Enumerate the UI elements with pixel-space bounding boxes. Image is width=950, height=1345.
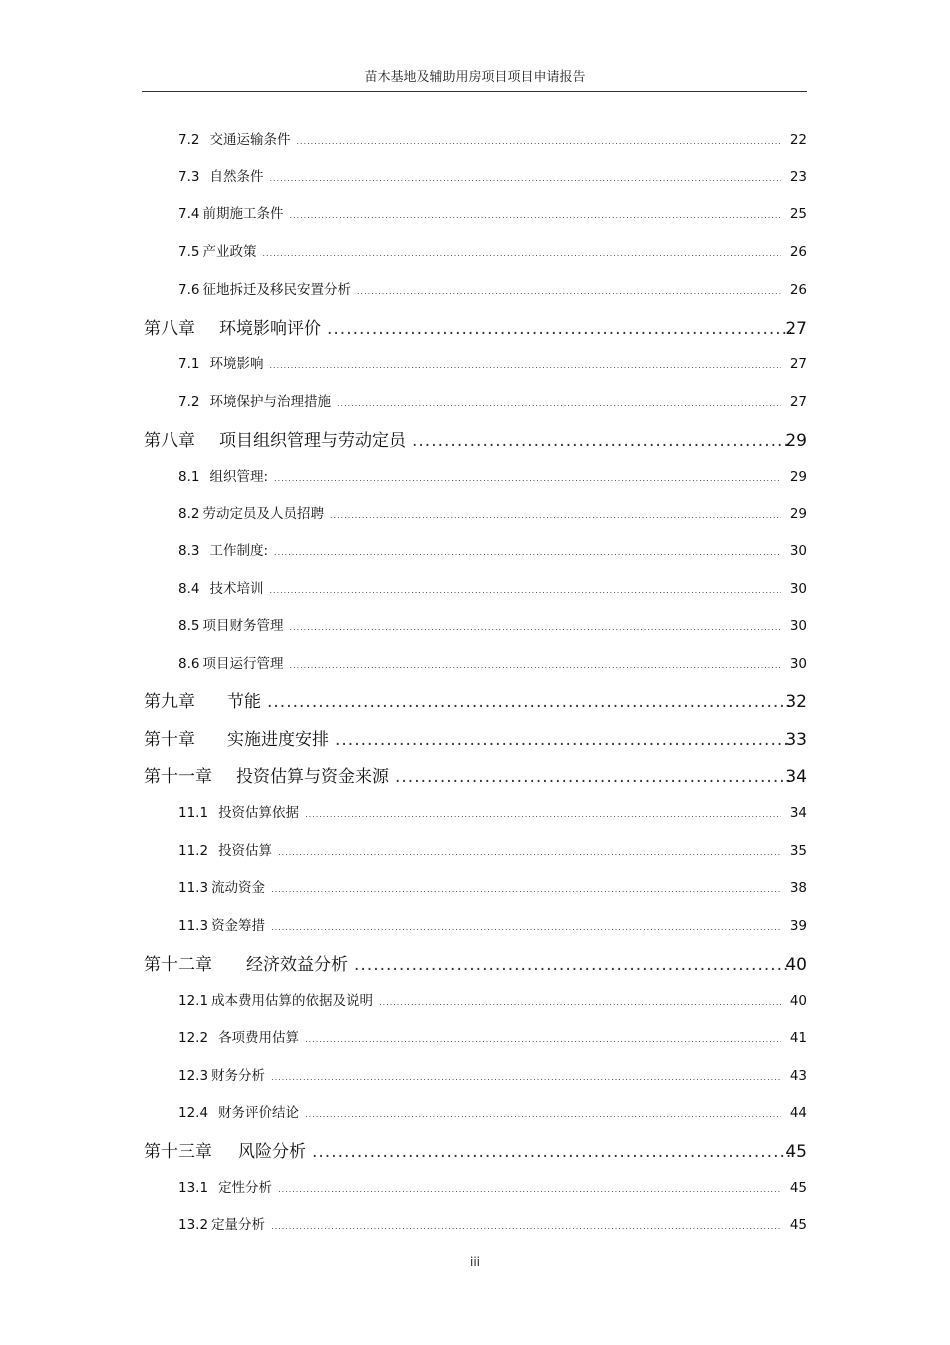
toc-entry-title: 项目运行管理 [202,656,284,672]
toc-entry-number: 13.2 [178,1217,209,1233]
toc-dot-leader [330,506,781,522]
toc-page-number: 29 [785,431,807,451]
toc-entry-title: 组织管理: [209,469,269,485]
toc-page-number: 45 [785,1142,807,1162]
toc-entry-number: 7.2 [178,394,200,410]
toc-section-entry[interactable] [178,1064,807,1084]
toc-dot-leader [269,356,781,372]
toc-page-number: 30 [789,543,807,559]
toc-page-number: 40 [789,993,807,1009]
toc-page-number: 34 [785,767,807,787]
toc-entry-number: 11.2 [178,843,209,859]
toc-entry-title: 劳动定员及人员招聘 [202,506,324,522]
toc-entry-number: 8.6 [178,656,200,672]
toc-entry-title: 实施进度安排 [227,730,329,750]
toc-entry-number: 第十二章 [144,955,212,975]
toc-page-number: 25 [789,206,807,222]
toc-entry-title: 流动资金 [211,880,266,896]
toc-section-entry[interactable] [178,202,807,222]
toc-entry-number: 7.1 [178,356,200,372]
toc-dot-leader [278,1180,781,1196]
toc-dot-leader [262,244,781,260]
toc-dot-leader [289,206,781,222]
toc-entry-title: 环境保护与治理措施 [209,394,331,410]
toc-entry-title: 节能 [227,692,261,712]
toc-dot-leader [278,843,781,859]
toc-dot-leader [335,730,791,750]
toc-dot-leader [337,394,781,410]
toc-section-entry[interactable] [178,1176,807,1196]
toc-dot-leader [305,805,781,821]
toc-entry-title: 项目组织管理与劳动定员 [219,431,406,451]
toc-chapter-entry[interactable] [144,1137,807,1162]
toc-section-entry[interactable] [178,577,807,597]
toc-dot-leader [395,767,791,787]
toc-entry-title: 财务分析 [211,1068,266,1084]
toc-page-number: 30 [789,581,807,597]
toc-entry-number: 8.2 [178,506,200,522]
toc-section-entry[interactable] [178,240,807,260]
toc-section-entry[interactable] [178,989,807,1009]
toc-entry-number: 7.4 [178,206,200,222]
toc-dot-leader [274,543,781,559]
toc-entry-number: 12.4 [178,1105,209,1121]
toc-page-number: 44 [789,1105,807,1121]
toc-entry-title: 投资估算依据 [218,805,300,821]
toc-section-entry[interactable] [178,502,807,522]
toc-entry-title: 交通运输条件 [209,132,291,148]
toc-entry-number: 第八章 [144,319,195,339]
toc-page-number: 40 [785,955,807,975]
toc-section-entry[interactable] [178,278,807,298]
toc-page-number: 45 [789,1180,807,1196]
toc-entry-title: 成本费用估算的依据及说明 [211,993,374,1009]
toc-entry-title: 征地拆迁及移民安置分析 [202,282,351,298]
toc-section-entry[interactable] [178,914,807,934]
toc-entry-title: 定量分析 [211,1217,266,1233]
toc-entry-title: 风险分析 [238,1142,306,1162]
toc-entry-title: 定性分析 [218,1180,273,1196]
toc-page-number: 27 [789,394,807,410]
toc-dot-leader [271,1068,781,1084]
toc-page-number: 22 [789,132,807,148]
toc-entry-title: 环境影响评价 [219,319,321,339]
toc-section-entry[interactable] [178,539,807,559]
toc-entry-number: 12.3 [178,1068,209,1084]
toc-page-number: 43 [789,1068,807,1084]
toc-dot-leader [354,955,791,975]
toc-section-entry[interactable] [178,465,807,485]
toc-entry-number: 8.1 [178,469,200,485]
toc-entry-number: 第十一章 [144,767,212,787]
toc-dot-leader [379,993,781,1009]
toc-section-entry[interactable] [178,390,807,410]
toc-section-entry[interactable] [178,614,807,634]
toc-page-number: 26 [789,244,807,260]
toc-page-number: 32 [785,692,807,712]
toc-section-entry[interactable] [178,165,807,185]
footer-page-number: iii [469,1255,480,1269]
toc-section-entry[interactable] [178,1213,807,1233]
toc-page-number: 27 [785,319,807,339]
toc-entry-title: 产业政策 [202,244,257,260]
toc-entry-number: 7.3 [178,169,200,185]
toc-dot-leader [305,1105,781,1121]
toc-section-entry[interactable] [178,352,807,372]
toc-page-number: 30 [789,656,807,672]
toc-page-number: 29 [789,506,807,522]
toc-entry-number: 12.1 [178,993,209,1009]
toc-entry-number: 12.2 [178,1030,209,1046]
toc-page-number: 45 [789,1217,807,1233]
toc-dot-leader [357,282,781,298]
toc-entry-title: 投资估算与资金来源 [236,767,389,787]
toc-entry-title: 财务评价结论 [218,1105,300,1121]
toc-entry-title: 各项费用估算 [218,1030,300,1046]
toc-entry-title: 投资估算 [218,843,273,859]
toc-entry-title: 经济效益分析 [246,955,348,975]
toc-entry-number: 第八章 [144,431,195,451]
toc-dot-leader [289,618,781,634]
toc-chapter-entry[interactable] [144,950,807,975]
toc-dot-leader [267,692,791,712]
toc-page-number: 26 [789,282,807,298]
toc-dot-leader [271,1217,781,1233]
toc-page-number: 39 [789,918,807,934]
toc-chapter-entry[interactable] [144,762,807,787]
toc-entry-number: 第十章 [144,730,195,750]
toc-entry-title: 技术培训 [209,581,264,597]
toc-page-number: 41 [789,1030,807,1046]
toc-page-number: 33 [785,730,807,750]
toc-entry-title: 前期施工条件 [202,206,284,222]
toc-chapter-entry[interactable] [144,687,807,712]
toc-section-entry[interactable] [178,839,807,859]
toc-dot-leader [289,656,781,672]
toc-entry-number: 8.5 [178,618,200,634]
toc-chapter-entry[interactable] [144,725,807,750]
toc-entry-title: 自然条件 [209,169,264,185]
toc-entry-number: 7.5 [178,244,200,260]
toc-page-number: 34 [789,805,807,821]
toc-entry-title: 工作制度: [209,543,269,559]
toc-dot-leader [271,880,781,896]
toc-chapter-entry[interactable] [144,314,807,339]
toc-entry-number: 7.2 [178,132,200,148]
toc-section-entry[interactable] [178,1101,807,1121]
toc-dot-leader [271,918,781,934]
page-header-title: 苗木基地及辅助用房项目项目申请报告 [364,70,586,85]
toc-dot-leader [327,319,791,339]
toc-section-entry[interactable] [178,128,807,148]
toc-page-number: 29 [789,469,807,485]
toc-section-entry[interactable] [178,876,807,896]
toc-section-entry[interactable] [178,801,807,821]
toc-dot-leader [274,469,781,485]
toc-dot-leader [269,581,781,597]
toc-page-number: 27 [789,356,807,372]
toc-entry-number: 第十三章 [144,1142,212,1162]
toc-page-number: 23 [789,169,807,185]
toc-entry-number: 13.1 [178,1180,209,1196]
toc-chapter-entry[interactable] [144,426,807,451]
toc-dot-leader [296,132,781,148]
toc-dot-leader [269,169,781,185]
toc-entry-number: 7.6 [178,282,200,298]
toc-dot-leader [312,1142,791,1162]
toc-page-number: 30 [789,618,807,634]
toc-entry-number: 8.4 [178,581,200,597]
toc-entry-number: 11.1 [178,805,209,821]
toc-page-number: 35 [789,843,807,859]
toc-entry-number: 11.3 [178,918,209,934]
toc-entry-number: 第九章 [144,692,195,712]
toc-entry-number: 8.3 [178,543,200,559]
toc-section-entry[interactable] [178,652,807,672]
toc-dot-leader [412,431,791,451]
toc-section-entry[interactable] [178,1026,807,1046]
toc-entry-title: 项目财务管理 [202,618,284,634]
toc-dot-leader [305,1030,781,1046]
toc-entry-number: 11.3 [178,880,209,896]
toc-entry-title: 资金筹措 [211,918,266,934]
toc-page-number: 38 [789,880,807,896]
toc-entry-title: 环境影响 [209,356,264,372]
